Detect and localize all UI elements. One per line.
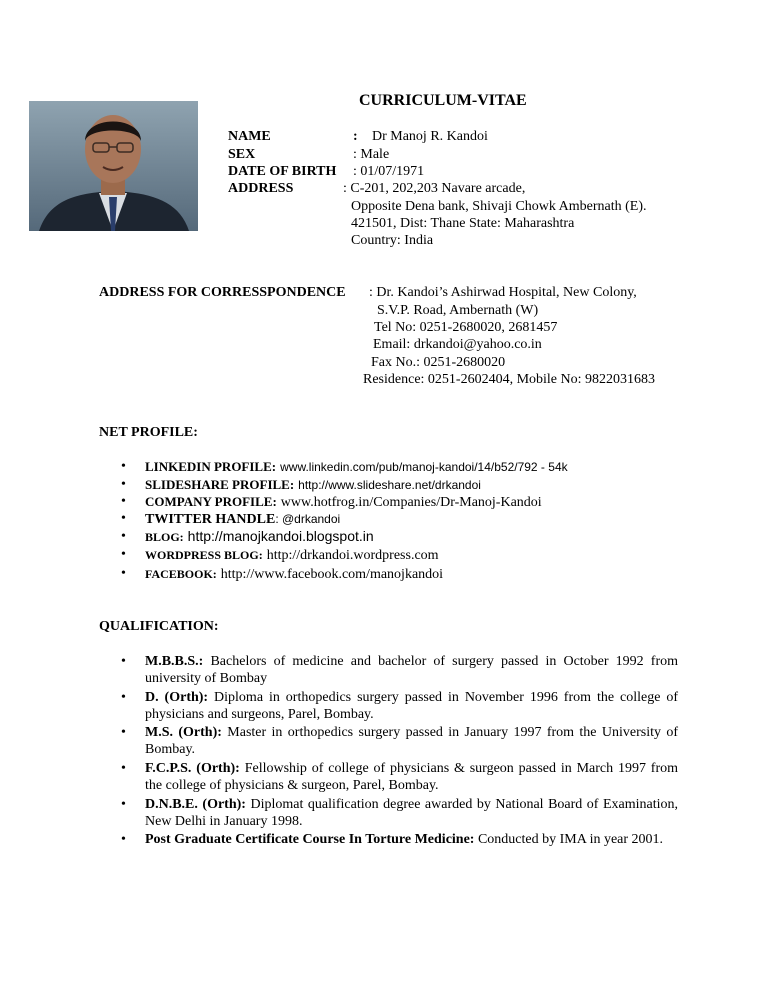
correspondence-line: Residence: 0251-2602404, Mobile No: 9822031683	[363, 372, 656, 387]
qualification-text: Diploma in orthopedics surgery passed in November 1996 from the college of physicians and surgeons, Parel, Bombay.	[145, 690, 679, 722]
qualification-label: F.C.P.S. (Orth):	[145, 761, 240, 776]
net-profile-item-slideshare	[145, 476, 481, 494]
net-profile-item-company	[145, 493, 542, 511]
net-profile-item-linkedin	[145, 458, 568, 476]
net-profile-item-facebook	[145, 565, 443, 583]
bullet-icon: •	[121, 477, 126, 492]
correspondence-label: ADDRESS FOR CORRESSPONDENCE	[99, 285, 346, 300]
name-value: Dr Manoj R. Kandoi	[372, 129, 488, 144]
qualification-text: Diplomat qualification degree awarded by National Board of Examination, New Delhi in January 1998.	[145, 797, 679, 829]
bullet-icon: •	[121, 832, 126, 847]
net-profile-item-blog	[145, 528, 374, 546]
qualification-label: M.S. (Orth):	[145, 725, 222, 740]
bullet-icon: •	[121, 529, 126, 544]
dob-label: DATE OF BIRTH	[228, 164, 337, 179]
qualification-label: D.N.B.E. (Orth):	[145, 797, 246, 812]
net-profile-item-twitter	[145, 510, 340, 528]
qualification-text: Master in orthopedics surgery passed in January 1997 from the University of Bombay.	[145, 725, 679, 757]
sex-value: : Male	[353, 147, 390, 162]
net-profile-heading: NET PROFILE:	[99, 425, 198, 440]
correspondence-line: Email: drkandoi@yahoo.co.in	[373, 337, 542, 352]
slideshare-link[interactable]: http://www.slideshare.net/drkandoi	[298, 478, 481, 492]
qualification-item	[145, 724, 678, 758]
name-label: NAME	[228, 129, 271, 144]
bullet-icon: •	[121, 761, 126, 776]
linkedin-link[interactable]: www.linkedin.com/pub/manoj-kandoi/14/b52/792 - 54k	[280, 460, 568, 474]
qualification-item	[145, 689, 678, 723]
correspondence-line: S.V.P. Road, Ambernath (W)	[377, 303, 539, 318]
qualification-text: Fellowship of college of physicians & surgeon passed in March 1997 from the college of physicians & surgeon, Parel, Bombay.	[145, 761, 679, 793]
bullet-icon: •	[121, 566, 126, 581]
address-line: 421501, Dist: Thane State: Maharashtra	[351, 216, 575, 231]
facebook-label: FACEBOOK:	[145, 567, 217, 581]
correspondence-line: : Dr. Kandoi’s Ashirwad Hospital, New Colony,	[369, 285, 637, 300]
qualification-label: Post Graduate Certificate Course In Torture Medicine:	[145, 832, 475, 847]
linkedin-label: LINKEDIN PROFILE:	[145, 459, 277, 474]
qualification-item	[145, 796, 678, 830]
wordpress-label: WORDPRESS BLOG:	[145, 548, 263, 562]
qualification-item	[145, 760, 678, 794]
bullet-icon: •	[121, 797, 126, 812]
company-label: COMPANY PROFILE:	[145, 494, 277, 509]
blog-label: BLOG:	[145, 530, 184, 544]
address-line: Country: India	[351, 233, 434, 248]
bullet-icon: •	[121, 511, 126, 526]
qualification-heading: QUALIFICATION:	[99, 619, 219, 634]
wordpress-link[interactable]: http://drkandoi.wordpress.com	[266, 548, 439, 563]
qualification-text: Bachelors of medicine and bachelor of surgery passed in October 1992 from university of Bombay	[145, 654, 679, 686]
qualification-label: M.B.B.S.:	[145, 654, 204, 669]
address-line: Opposite Dena bank, Shivaji Chowk Ambernath (E).	[351, 199, 647, 214]
slideshare-label: SLIDESHARE PROFILE:	[145, 477, 295, 492]
page-title: CURRICULUM-VITAE	[359, 92, 527, 109]
address-line: : C-201, 202,203 Navare arcade,	[343, 181, 526, 196]
bullet-icon: •	[121, 654, 126, 669]
correspondence-line: Fax No.: 0251-2680020	[371, 355, 506, 370]
twitter-label: TWITTER HANDLE	[145, 512, 276, 527]
correspondence-line: Tel No: 0251-2680020, 2681457	[374, 320, 558, 335]
bullet-icon: •	[121, 690, 126, 705]
bullet-icon: •	[121, 547, 126, 562]
blog-link[interactable]: http://manojkandoi.blogspot.in	[187, 528, 374, 544]
bullet-icon: •	[121, 725, 126, 740]
bullet-icon: •	[121, 494, 126, 509]
dob-value: : 01/07/1971	[353, 164, 425, 179]
portrait-image	[29, 101, 198, 231]
profile-photo	[29, 101, 198, 231]
name-separator: :	[353, 129, 358, 144]
company-link[interactable]: www.hotfrog.in/Companies/Dr-Manoj-Kandoi	[280, 495, 542, 510]
facebook-link[interactable]: http://www.facebook.com/manojkandoi	[220, 567, 444, 582]
twitter-handle[interactable]: : @drkandoi	[275, 512, 341, 526]
qualification-label: D. (Orth):	[145, 690, 209, 705]
qualification-text: Conducted by IMA in year 2001.	[477, 832, 664, 847]
bullet-icon: •	[121, 459, 126, 474]
net-profile-item-wordpress	[145, 546, 439, 564]
qualification-item	[145, 831, 678, 848]
address-label: ADDRESS	[228, 181, 294, 196]
sex-label: SEX	[228, 147, 256, 162]
qualification-item	[145, 653, 678, 687]
